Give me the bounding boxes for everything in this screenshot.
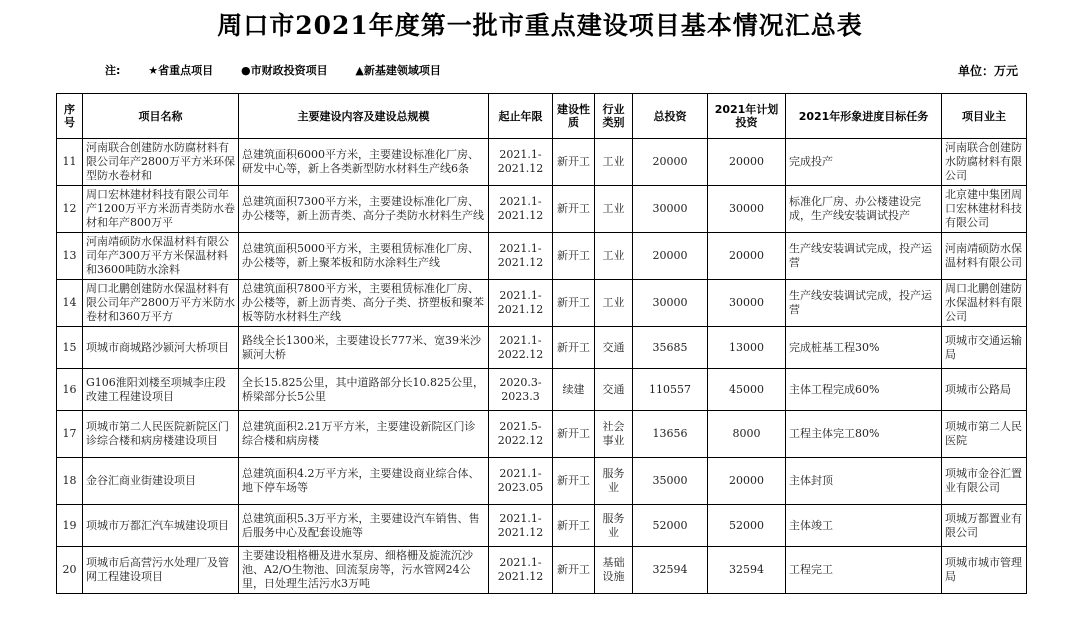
col-header-plan: 2021年计划投资 — [708, 94, 786, 139]
cell-goal — [786, 280, 942, 327]
cell-owner — [942, 411, 1027, 458]
cell-nature — [553, 233, 595, 280]
cell-no-text: 15 — [62, 340, 77, 354]
cell-period — [489, 186, 553, 233]
cell-plan-text: 20000 — [729, 474, 764, 487]
cell-category — [595, 327, 633, 369]
cell-content-text: 总建筑面积7300平方米，主要建设标准化厂房、办公楼等，新上沥青类、高分子类防水材料生产线 — [242, 195, 484, 222]
cell-owner-text: 项城市公路局 — [945, 382, 1011, 396]
cell-name — [83, 505, 239, 547]
cell-nature — [553, 186, 595, 233]
cell-name — [83, 233, 239, 280]
cell-no — [57, 186, 83, 233]
cell-no — [57, 369, 83, 411]
cell-owner-text: 项城市城市管理局 — [945, 556, 1022, 583]
cell-plan — [708, 411, 786, 458]
cell-plan-text: 30000 — [729, 202, 764, 215]
cell-goal-text: 主体封顶 — [789, 474, 833, 487]
cell-owner — [942, 280, 1027, 327]
table-row — [57, 280, 1027, 327]
cell-nature-text: 新开工 — [557, 518, 590, 532]
cell-content-text: 总建筑面积5.3万平方米，主要建设汽车销售、售后服务中心及配套设施等 — [242, 511, 480, 539]
cell-total — [633, 369, 708, 411]
cell-owner — [942, 327, 1027, 369]
cell-total-text: 35000 — [652, 474, 688, 487]
cell-goal — [786, 327, 942, 369]
cell-owner — [942, 547, 1027, 594]
cell-total-text: 35685 — [652, 340, 688, 354]
cell-nature-text: 新开工 — [557, 296, 590, 309]
cell-plan — [708, 233, 786, 280]
legend-notes — [105, 62, 465, 78]
cell-name-text: 周口宏林建材科技有限公司年产1200万平方米沥青类防水卷材和年产800万平 — [86, 188, 235, 229]
cell-period — [489, 547, 553, 594]
cell-category — [595, 411, 633, 458]
table-row — [57, 186, 1027, 233]
cell-category-text: 基础设施 — [602, 556, 625, 583]
cell-content — [239, 233, 489, 280]
cell-nature-text: 新开工 — [557, 563, 590, 576]
cell-owner-text: 项城市交通运输局 — [945, 333, 1022, 361]
cell-nature-text: 新开工 — [557, 155, 590, 168]
cell-period-text: 2020.3-2023.3 — [499, 375, 542, 403]
cell-goal-text: 工程主体完工80% — [789, 427, 880, 440]
notes-prefix: 注: — [105, 64, 121, 77]
cell-goal-text: 主体工程完成60% — [789, 382, 880, 396]
cell-nature — [553, 458, 595, 505]
cell-no-text: 16 — [62, 382, 77, 396]
cell-owner — [942, 505, 1027, 547]
cell-goal-text: 标准化厂房、办公楼建设完成，生产线安装调试投产 — [789, 195, 921, 222]
cell-name — [83, 547, 239, 594]
cell-nature — [553, 411, 595, 458]
cell-content-text: 全长15.825公里，其中道路部分长10.825公里，桥梁部分长5公里 — [242, 375, 484, 403]
cell-owner-text: 周口北鹏创建防水保温材料有限公司 — [945, 282, 1022, 323]
col-header-nature: 建设性质 — [553, 94, 595, 139]
cell-category — [595, 280, 633, 327]
cell-plan — [708, 327, 786, 369]
cell-nature — [553, 547, 595, 594]
cell-category — [595, 139, 633, 186]
circle-note: ●市财政投资项目 — [240, 64, 328, 77]
cell-no — [57, 139, 83, 186]
cell-period-text: 2021.5-2022.12 — [497, 420, 544, 447]
cell-total — [633, 233, 708, 280]
cell-no — [57, 280, 83, 327]
table-row — [57, 139, 1027, 186]
cell-owner — [942, 233, 1027, 280]
cell-category-text: 社会事业 — [602, 420, 625, 447]
cell-owner — [942, 369, 1027, 411]
cell-period-text: 2021.1-2021.12 — [497, 148, 544, 175]
cell-goal — [786, 186, 942, 233]
cell-nature-text: 续建 — [562, 382, 585, 396]
cell-name-text: 金谷汇商业街建设项目 — [86, 474, 196, 487]
cell-plan — [708, 369, 786, 411]
cell-period — [489, 280, 553, 327]
cell-nature — [553, 505, 595, 547]
cell-no-text: 18 — [62, 474, 77, 487]
cell-no — [57, 505, 83, 547]
cell-content — [239, 280, 489, 327]
cell-owner-text: 项城市第二人民医院 — [945, 420, 1022, 447]
cell-period — [489, 369, 553, 411]
cell-category-text: 工业 — [602, 202, 625, 215]
cell-plan — [708, 280, 786, 327]
cell-plan — [708, 547, 786, 594]
cell-content — [239, 139, 489, 186]
cell-name — [83, 369, 239, 411]
cell-period-text: 2021.1-2021.12 — [497, 195, 544, 222]
cell-owner — [942, 139, 1027, 186]
cell-period — [489, 458, 553, 505]
cell-period — [489, 505, 553, 547]
cell-period — [489, 233, 553, 280]
cell-total-text: 30000 — [652, 296, 688, 309]
cell-goal-text: 主体竣工 — [789, 518, 833, 532]
cell-total — [633, 186, 708, 233]
cell-content — [239, 505, 489, 547]
cell-nature — [553, 369, 595, 411]
col-header-name: 项目名称 — [83, 94, 239, 139]
cell-plan-text: 30000 — [729, 296, 764, 309]
cell-category — [595, 186, 633, 233]
cell-nature — [553, 139, 595, 186]
cell-category-text: 工业 — [602, 296, 625, 309]
cell-goal-text: 完成投产 — [789, 155, 833, 168]
cell-plan — [708, 505, 786, 547]
cell-goal-text: 生产线安装调试完成，投产运营 — [789, 289, 932, 316]
cell-plan — [708, 186, 786, 233]
cell-owner-text: 项城万都置业有限公司 — [945, 511, 1022, 539]
cell-nature-text: 新开工 — [557, 249, 590, 262]
star-note: ★省重点项目 — [148, 64, 214, 77]
cell-period-text: 2021.1-2021.12 — [497, 511, 544, 539]
col-header-category: 行业类别 — [595, 94, 633, 139]
cell-category — [595, 233, 633, 280]
cell-owner-text: 北京建中集团周口宏林建材科技有限公司 — [945, 188, 1022, 229]
cell-plan-text: 20000 — [729, 155, 764, 168]
col-header-total: 总投资 — [633, 94, 708, 139]
cell-nature-text: 新开工 — [557, 474, 590, 487]
cell-plan — [708, 458, 786, 505]
cell-name-text: 项城市商城路沙颍河大桥项目 — [86, 340, 229, 354]
cell-total-text: 110557 — [649, 382, 691, 396]
cell-name-text: 河南靖硕防水保温材料有限公司年产300万平方米保温材料和3600吨防水涂料 — [86, 235, 229, 276]
cell-name — [83, 186, 239, 233]
cell-content — [239, 186, 489, 233]
cell-plan-text: 45000 — [729, 382, 764, 396]
triangle-note: ▲新基建领域项目 — [355, 64, 441, 77]
cell-total — [633, 327, 708, 369]
table-row — [57, 327, 1027, 369]
cell-total — [633, 458, 708, 505]
table-body — [57, 139, 1027, 594]
cell-no-text: 11 — [62, 155, 77, 168]
cell-plan-text: 8000 — [732, 427, 761, 440]
cell-category-text: 工业 — [602, 249, 625, 262]
cell-name-text: G106淮阳刘楼至项城李庄段改建工程建设项目 — [86, 375, 226, 403]
cell-total — [633, 505, 708, 547]
cell-category-text: 交通 — [602, 340, 625, 354]
table-row — [57, 547, 1027, 594]
cell-nature-text: 新开工 — [557, 202, 590, 215]
cell-content-text: 路线全长1300米，主要建设长777米、宽39米沙颍河大桥 — [242, 333, 481, 361]
cell-goal — [786, 547, 942, 594]
cell-goal — [786, 233, 942, 280]
cell-period — [489, 139, 553, 186]
cell-category — [595, 369, 633, 411]
cell-plan-text: 13000 — [729, 340, 764, 354]
cell-owner-text: 项城市金谷汇置业有限公司 — [945, 467, 1022, 494]
cell-name-text: 周口北鹏创建防水保温材料有限公司年产2800万平方米防水卷材和360万平方 — [86, 282, 235, 323]
cell-plan-text: 52000 — [729, 518, 764, 532]
page-title: 周口市2021年度第一批市重点建设项目基本情况汇总表 — [217, 11, 863, 40]
cell-name-text: 项城市后高营污水处理厂及管网工程建设项目 — [86, 556, 229, 583]
table-row — [57, 458, 1027, 505]
col-header-period: 起止年限 — [489, 94, 553, 139]
cell-no-text: 17 — [62, 427, 77, 440]
cell-no — [57, 458, 83, 505]
header-row — [57, 94, 1027, 139]
cell-nature-text: 新开工 — [557, 427, 590, 440]
cell-owner-text: 河南靖硕防水保温材料有限公司 — [945, 242, 1022, 269]
cell-no-text: 20 — [62, 563, 77, 576]
cell-content-text: 主要建设粗格栅及进水泵房、细格栅及旋流沉沙池、A2/O生物池、回流泵房等，污水管网24公里，日处理生活污水3万吨 — [242, 549, 473, 590]
cell-total-text: 52000 — [652, 518, 688, 532]
cell-period-text: 2021.1-2021.12 — [497, 289, 544, 316]
cell-content-text: 总建筑面积2.21万平方米，主要建设新院区门诊综合楼和病房楼 — [242, 420, 476, 447]
cell-goal — [786, 369, 942, 411]
cell-name — [83, 139, 239, 186]
cell-name-text: 河南联合创建防水防腐材料有限公司年产2800万平方米环保型防水卷材和 — [86, 141, 235, 182]
cell-content — [239, 369, 489, 411]
cell-content — [239, 327, 489, 369]
cell-period-text: 2021.1-2021.12 — [497, 556, 544, 583]
cell-nature-text: 新开工 — [557, 340, 590, 354]
cell-goal — [786, 411, 942, 458]
cell-total-text: 32594 — [652, 563, 688, 576]
cell-goal — [786, 458, 942, 505]
cell-goal-text: 工程完工 — [789, 563, 833, 576]
cell-plan-text: 20000 — [729, 249, 764, 262]
cell-period-text: 2021.1-2021.12 — [497, 242, 544, 269]
cell-no — [57, 411, 83, 458]
cell-goal — [786, 139, 942, 186]
cell-total — [633, 139, 708, 186]
cell-name — [83, 280, 239, 327]
cell-nature — [553, 327, 595, 369]
cell-goal-text: 完成桩基工程30% — [789, 340, 880, 354]
cell-no — [57, 327, 83, 369]
col-header-goal: 2021年形象进度目标任务 — [786, 94, 942, 139]
cell-name — [83, 458, 239, 505]
cell-category-text: 交通 — [602, 382, 625, 396]
cell-nature — [553, 280, 595, 327]
cell-period-text: 2021.1-2023.05 — [497, 467, 544, 494]
cell-content-text: 总建筑面积7800平方米，主要租赁标准化厂房、办公楼等，新上沥青类、高分子类、挤塑板和聚苯板等防水材料生产线 — [242, 282, 484, 323]
cell-period-text: 2021.1-2022.12 — [497, 333, 544, 361]
col-header-no: 序号 — [57, 94, 83, 139]
cell-content-text: 总建筑面积4.2万平方米，主要建设商业综合体、地下停车场等 — [242, 467, 480, 494]
cell-total-text: 20000 — [652, 155, 688, 168]
cell-name — [83, 411, 239, 458]
cell-plan — [708, 139, 786, 186]
col-header-owner: 项目业主 — [942, 94, 1027, 139]
cell-category — [595, 458, 633, 505]
cell-total — [633, 411, 708, 458]
cell-total — [633, 280, 708, 327]
cell-total-text: 30000 — [652, 202, 688, 215]
cell-no-text: 13 — [62, 249, 77, 262]
cell-content — [239, 458, 489, 505]
cell-goal — [786, 505, 942, 547]
unit-label: 单位：万元 — [957, 64, 1018, 78]
cell-total-text: 20000 — [652, 249, 688, 262]
cell-category-text: 服务业 — [602, 467, 625, 494]
cell-owner — [942, 458, 1027, 505]
cell-no — [57, 233, 83, 280]
cell-no-text: 19 — [62, 518, 77, 532]
cell-no-text: 12 — [62, 202, 77, 215]
table-row — [57, 233, 1027, 280]
cell-period — [489, 411, 553, 458]
cell-category-text: 工业 — [602, 155, 625, 168]
cell-owner-text: 河南联合创建防水防腐材料有限公司 — [945, 141, 1022, 182]
col-header-content: 主要建设内容及建设总规模 — [239, 94, 489, 139]
cell-no — [57, 547, 83, 594]
cell-content-text: 总建筑面积6000平方米，主要建设标准化厂房、研发中心等，新上各类新型防水材料生产线6条 — [242, 148, 479, 175]
cell-content-text: 总建筑面积5000平方米，主要租赁标准化厂房、办公楼等，新上聚苯板和防水涂料生产线 — [242, 242, 479, 269]
cell-plan-text: 32594 — [729, 563, 764, 576]
cell-total — [633, 547, 708, 594]
cell-content — [239, 411, 489, 458]
table-row — [57, 369, 1027, 411]
table-row — [57, 411, 1027, 458]
cell-period — [489, 327, 553, 369]
cell-no-text: 14 — [62, 296, 77, 309]
table-row — [57, 505, 1027, 547]
cell-owner — [942, 186, 1027, 233]
cell-total-text: 13656 — [652, 427, 688, 440]
cell-category-text: 服务业 — [602, 511, 625, 539]
cell-goal-text: 生产线安装调试完成，投产运营 — [789, 242, 932, 269]
cell-name-text: 项城市万都汇汽车城建设项目 — [86, 518, 229, 532]
cell-name-text: 项城市第二人民医院新院区门诊综合楼和病房楼建设项目 — [86, 420, 229, 447]
cell-category — [595, 547, 633, 594]
project-table — [56, 93, 1027, 594]
cell-name — [83, 327, 239, 369]
cell-category — [595, 505, 633, 547]
cell-content — [239, 547, 489, 594]
